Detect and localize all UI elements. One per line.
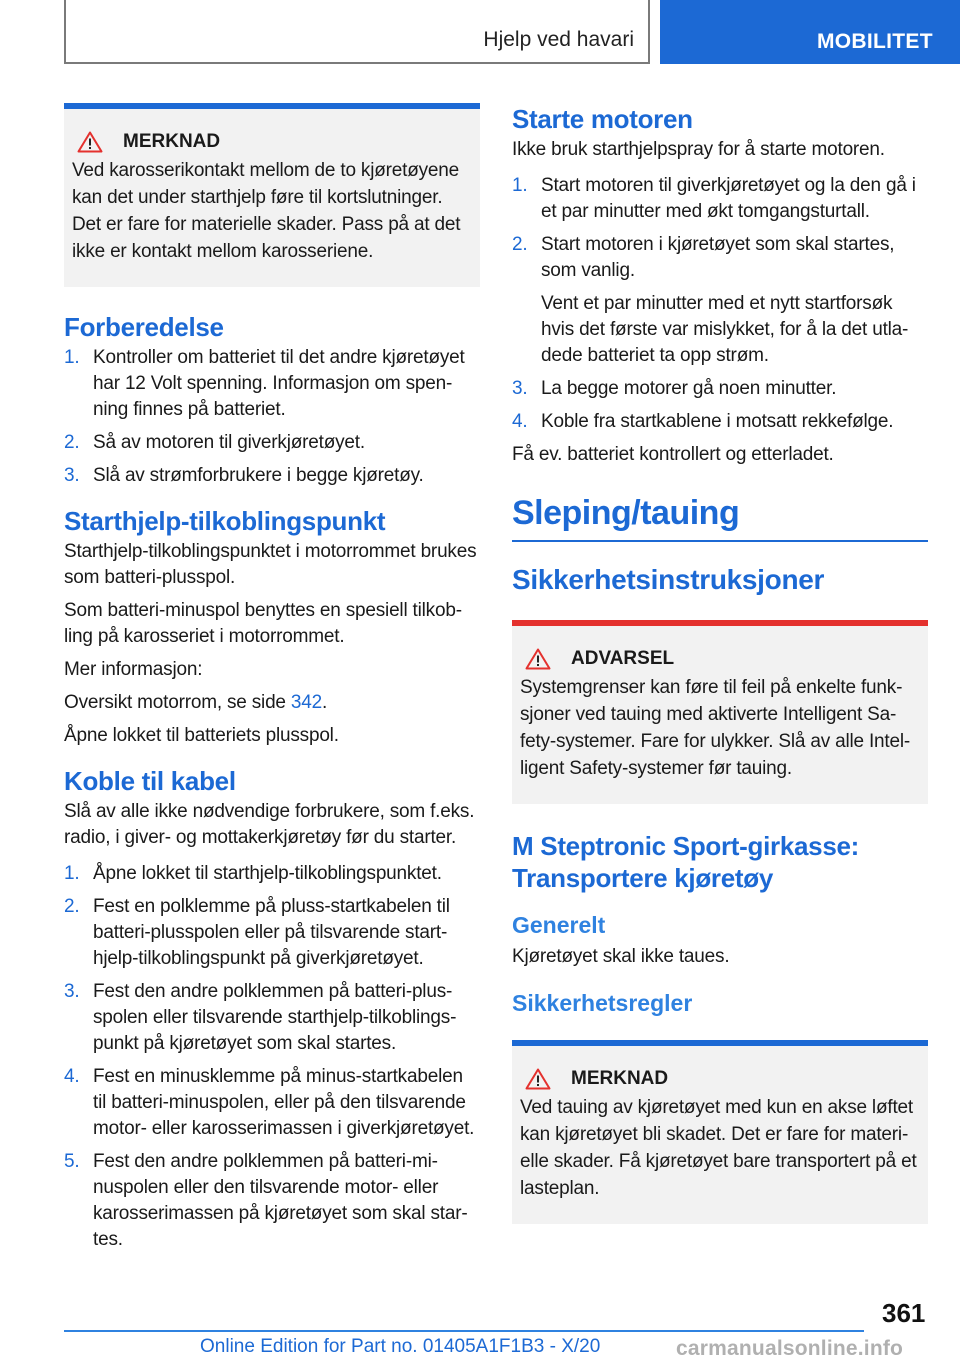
heading-tilkoblingspunkt: Starthjelp-tilkoblingspunkt [64,506,386,536]
notice-text: Systemgrenser kan føre til feil på enkelte funksjoner ved tauing med aktiverte Intelligent Safety-systemer. Fare for ulykker. Slå av alle Intelligent Safety-systemer før tauing. [520,677,911,779]
page-number: 361 [882,1298,926,1328]
heading-generelt: Generelt [512,912,606,938]
notice-label: MERKNAD [123,131,221,152]
list-item: 5. Fest den andre polklemmen på batteri-minuspolen eller den tilsvarende motor- eller karosserimassen på kjøretøyet som skal startes. [64,1151,468,1250]
chapter-tab[interactable]: MOBILITET [660,0,960,64]
paragraph: Som batteri-minuspol benyttes en spesiell tilkobling på karosseriet i motorrommet. [64,600,463,647]
heading-forberedelse: Forberedelse [64,312,224,342]
steps-starte-motoren-cont [512,376,928,435]
heading-starte-motoren: Starte motoren [512,104,693,134]
page-link-342[interactable]: 342 [290,692,322,713]
steps-forberedelse [64,345,480,489]
steps-koble-til-kabel [64,861,480,1253]
list-item: 2. Fest en polklemme på pluss-startkabelen til batteri-plusspolen eller på tilsvarende starthjelp-tilkoblingspunkt på giverkjøretøyet. [64,896,450,969]
list-item: 1. Kontroller om batteriet til det andre kjøretøyet har 12 Volt spenning. Informasjon om spenning finnes på batteriet. [64,347,465,420]
notice-label: MERKNAD [571,1068,669,1089]
notice-text: Ved karosserikontakt mellom de to kjøretøyene kan det under starthjelp føre til kortslutninger. Det er fare for materielle skader. Pass på at det ikke er kontakt mellom karosseriene. [72,160,461,262]
heading-sikkerhetsregler: Sikkerhetsregler [512,990,693,1016]
list-item: 2. Start motoren i kjøretøyet som skal startes, som vanlig. [512,234,895,281]
list-item: 3. Slå av strømforbrukere i begge kjøretøy. [64,465,424,486]
notice-merknad-1 [64,103,480,287]
section-title: Hjelp ved havari [483,28,634,51]
heading-steptronic: M Steptronic Sport-girkasse: Transportere kjøretøy [512,831,859,893]
steps-starte-motoren [512,173,928,284]
paragraph: Få ev. batteriet kontrollert og etterladet. [512,444,834,465]
heading-koble-til-kabel: Koble til kabel [64,766,236,796]
list-item: 3. Fest den andre polklemmen på batteri-plusspolen eller tilsvarende starthjelp-tilkoblingspunkt på kjøretøyet som skal startes. [64,981,457,1054]
list-item: 4. Koble fra startkablene i motsatt rekkefølge. [512,411,894,432]
list-item: 2. Så av motoren til giverkjøretøyet. [64,432,365,453]
chapter-heading-sleping: Sleping/tauing [512,492,928,542]
list-item: 3. La begge motorer gå noen minutter. [512,378,837,399]
warning-triangle-icon [525,1068,551,1090]
paragraph: Mer informasjon: [64,659,203,680]
edition-text: Online Edition for Part no. 01405A1F1B3 - X/20 [200,1336,601,1357]
notice-merknad-2 [512,1040,928,1224]
watermark: carmanualsonline.info [676,1337,904,1360]
warning-triangle-icon [525,648,551,670]
paragraph: Ikke bruk starthjelpspray for å starte motoren. [512,139,885,160]
left-column [64,103,480,1260]
paragraph: Starthjelp-tilkoblingspunktet i motorrommet brukes som batteri-plusspol. [64,541,477,588]
list-item: 1. Åpne lokket til starthjelp-tilkoblingspunktet. [64,863,442,884]
footer-rule [64,1330,864,1332]
step-subnote: Vent et par minutter med et nytt startforsøk hvis det første var mislykket, for å la det utladede batteriet ta opp strøm. [541,293,909,366]
notice-text: Ved tauing av kjøretøyet med kun en akse løftet kan kjøretøyet bli skadet. Det er fare for materielle skader. Få kjøretøyet bare transportert på et lasteplan. [520,1097,917,1199]
warning-triangle-icon [77,131,103,153]
notice-advarsel [512,620,928,804]
header-frame [64,0,650,64]
list-item: 4. Fest en minusklemme på minus-startkabelen til batteri-minuspolen, eller på den tilsvarende motor- eller karosserimassen i giverkjøretøyet. [64,1066,475,1139]
paragraph: Slå av alle ikke nødvendige forbrukere, som f.eks. radio, i giver- og mottakerkjøretøy før du starter. [64,801,475,848]
notice-label: ADVARSEL [571,648,675,669]
paragraph: Kjøretøyet skal ikke taues. [512,946,730,967]
list-item: 1. Start motoren til giverkjøretøyet og la den gå i et par minutter med økt tomgangsturtall. [512,175,916,222]
right-column [512,103,928,1224]
paragraph: Åpne lokket til batteriets plusspol. [64,725,339,746]
paragraph-reference: Oversikt motorrom, se side 342. [64,692,328,713]
heading-sikkerhetsinstruksjoner: Sikkerhetsinstruksjoner [512,564,825,595]
